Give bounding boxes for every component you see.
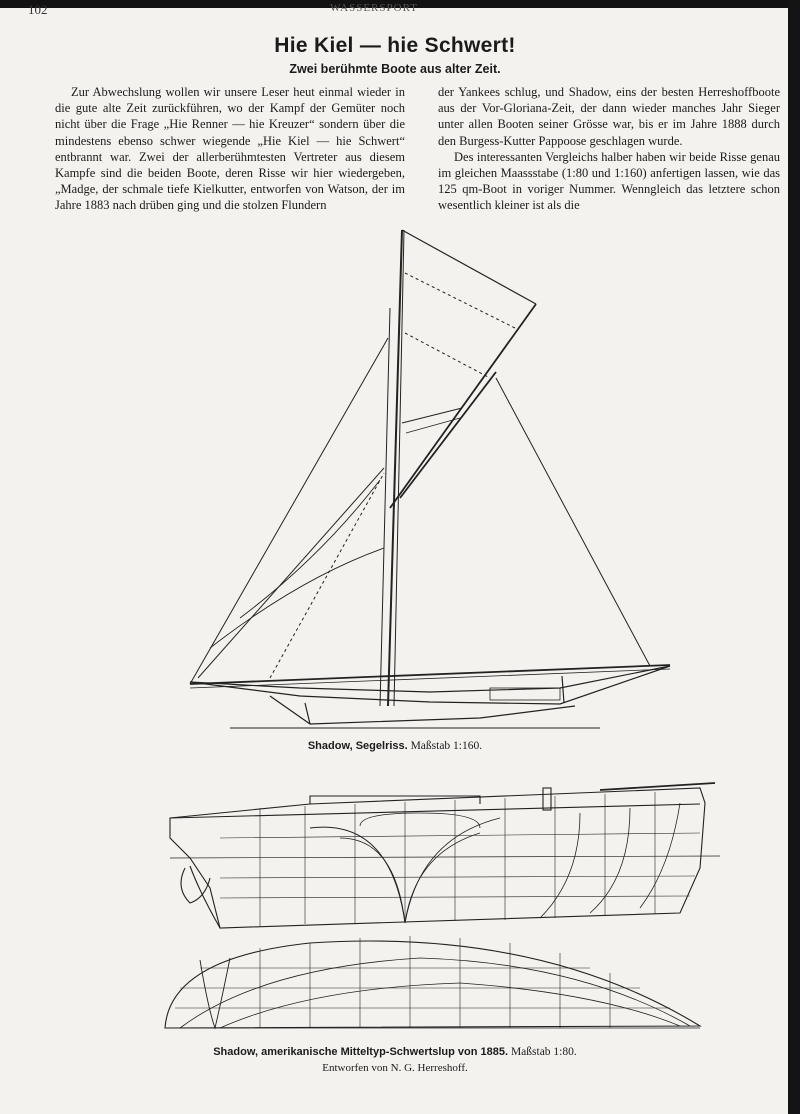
article-column-left bbox=[55, 84, 405, 214]
caption-scale: Maßstab 1:80. bbox=[510, 1046, 577, 1058]
caption-title: Shadow, Segelriss. bbox=[307, 740, 408, 752]
page-number: 102 bbox=[28, 2, 48, 17]
caption-scale: Maßstab 1:160. bbox=[410, 740, 483, 752]
document-page bbox=[0, 2, 790, 1114]
sail-plan-caption bbox=[0, 740, 790, 752]
paragraph: Des interessanten Vergleichs halber haben wir beide Risse genau im gleichen Maassstabe (1:80 und 1:160) anfertigen lassen, wie das 125 qm-Boot in voriger Nummer. Wenngleich das letztere schon wesentlich kleiner ist als die bbox=[438, 149, 780, 213]
running-head: WASSERSPORT bbox=[330, 2, 418, 14]
lines-plan-drawing bbox=[160, 778, 730, 1038]
article-column-right bbox=[438, 84, 780, 214]
caption-title: Shadow, amerikanische Mitteltyp-Schwertslup von 1885. bbox=[213, 1046, 509, 1058]
paragraph: der Yankees schlug, und Shadow, eins der besten Herreshoffboote aus der Vor-Gloriana-Zeit, der dann wieder manches Jahr Sieger unter allen Booten seiner Grösse war, bis er im Jahre 1888 durch den Burgess-Kutter Pappoose geschlagen wurde. bbox=[438, 85, 780, 148]
paragraph: Zur Abwechslung wollen wir unsere Leser heut einmal wieder in die gute alte Zeit zurückführen, wo der Kampf der Gemüter noch nicht über die Frage „Hie Renner — hie Kreuzer“ sondern über die mindestens ebenso schwer wiegende „Hie Kiel — hie Schwert“ entbrannt war. Zwei der allerberühmtesten Vertreter aus diesem Kampfe sind die beiden Boote, deren Risse wir hier wiedergeben, „Madge, der schmale tiefe Kielkutter, entworfen von Watson, der im Jahre 1883 nach drüben ging und die stolzen Flundern bbox=[55, 85, 405, 213]
right-border bbox=[788, 0, 800, 1114]
designer-credit: Entworfen von N. G. Herreshoff. bbox=[322, 1062, 468, 1074]
lines-plan-caption bbox=[0, 1046, 790, 1058]
article-title: Hie Kiel — hie Schwert! bbox=[274, 34, 516, 57]
article-subtitle: Zwei berühmte Boote aus alter Zeit. bbox=[289, 62, 501, 76]
sail-plan-drawing bbox=[180, 218, 690, 738]
